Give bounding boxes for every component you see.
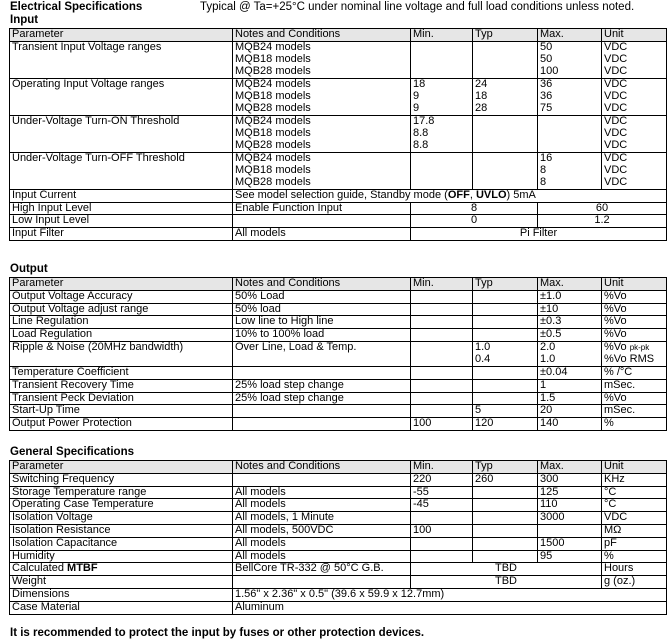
unit-cell: %Vo	[602, 290, 667, 303]
notes-cell-line: MQB28 models	[235, 101, 311, 114]
unit-cell-line: VDC	[604, 163, 628, 176]
min-cell-line	[413, 66, 472, 78]
notes-cell	[233, 41, 411, 78]
min-cell	[411, 379, 473, 392]
typ-cell	[473, 152, 538, 189]
max-cell: 140	[538, 418, 602, 431]
protection-note: It is recommended to protect the input by fuses or other protection devices.	[10, 627, 425, 639]
unit-cell-line: VDC	[604, 115, 628, 127]
min-cell-line: 9	[413, 89, 420, 102]
unit-cell-line: VDC	[604, 138, 628, 151]
max-cell-line: 36	[540, 89, 553, 102]
parameter-cell: Start-Up Time	[10, 405, 233, 418]
case-value: Aluminum	[233, 601, 667, 614]
min-cell: 100	[411, 524, 473, 537]
input-row	[10, 152, 667, 189]
max-cell: 300	[538, 473, 602, 486]
output-row	[10, 290, 667, 303]
min-cell-line: 8.8	[413, 126, 429, 139]
unit-cell-line: VDC	[604, 175, 628, 188]
typ-cell-line	[475, 153, 537, 165]
input-current-row	[10, 189, 667, 202]
unit-cell: mSec.	[602, 405, 667, 418]
col-header: Min.	[411, 461, 473, 474]
parameter-cell	[10, 563, 233, 576]
max-cell: 1500	[538, 537, 602, 550]
typ-cell-line	[475, 128, 537, 140]
typ-cell	[473, 550, 538, 563]
typ-cell-line	[475, 66, 537, 78]
typ-cell	[473, 290, 538, 303]
low-input-row	[10, 215, 667, 228]
notes-cell: All models, 500VDC	[233, 524, 411, 537]
input-header-row	[10, 29, 667, 42]
notes-cell	[233, 152, 411, 189]
max-cell: 3000	[538, 512, 602, 525]
general-row	[10, 550, 667, 563]
min-cell	[411, 512, 473, 525]
general-row	[10, 524, 667, 537]
ripple-noise-row	[10, 341, 667, 366]
typ-cell	[473, 379, 538, 392]
notes-cell	[233, 366, 411, 379]
max-cell-line	[540, 140, 601, 152]
output-row	[10, 405, 667, 418]
input-filter-row	[10, 228, 667, 241]
min-cell	[411, 316, 473, 329]
unit-cell: °C	[602, 486, 667, 499]
unit-cell: %Vo	[602, 303, 667, 316]
unit-cell: pF	[602, 537, 667, 550]
min-cell: 8	[411, 202, 538, 215]
output-row	[10, 329, 667, 342]
input-current-text: See model selection guide, Standby mode (	[235, 189, 448, 201]
unit-cell: %Vo	[602, 329, 667, 342]
notes-cell	[233, 473, 411, 486]
unit-cell-line: VDC	[604, 126, 628, 139]
notes-cell: All models	[233, 499, 411, 512]
parameter-cell: High Input Level	[10, 202, 233, 215]
max-cell: 1	[538, 379, 602, 392]
parameter-cell: Output Power Protection	[10, 418, 233, 431]
typ-cell	[473, 316, 538, 329]
max-cell-line: 75	[540, 101, 553, 114]
col-header: Typ	[473, 461, 538, 474]
input-current-text: UVLO	[475, 189, 507, 201]
notes-cell: 10% to 100% load	[233, 329, 411, 342]
min-cell	[411, 152, 473, 189]
unit-cell: g (oz.)	[602, 576, 667, 589]
col-header: Typ	[473, 278, 538, 291]
typ-cell-line: 28	[475, 101, 488, 114]
unit-cell: %Vo	[602, 316, 667, 329]
unit-text: %Vo	[604, 341, 630, 353]
col-header: Unit	[602, 29, 667, 42]
col-header: Min.	[411, 278, 473, 291]
input-current-text: ,	[469, 189, 476, 201]
typ-cell	[473, 41, 538, 78]
general-table	[9, 460, 667, 615]
typ-cell	[473, 341, 538, 366]
min-cell-line: 17.8	[413, 115, 435, 127]
parameter-cell: Temperature Coefficient	[10, 366, 233, 379]
min-cell	[411, 303, 473, 316]
parameter-cell: Under-Voltage Turn-ON Threshold	[10, 115, 233, 152]
max-cell	[538, 152, 602, 189]
general-row	[10, 499, 667, 512]
notes-cell-line: MQB24 models	[235, 152, 311, 164]
min-cell	[411, 41, 473, 78]
typ-cell-line	[475, 116, 537, 128]
unit-cell	[602, 341, 667, 366]
min-cell: -55	[411, 486, 473, 499]
output-table	[9, 277, 667, 431]
notes-cell: Enable Function Input	[233, 202, 411, 215]
unit-cell: %Vo	[602, 392, 667, 405]
parameter-cell: Low Input Level	[10, 215, 233, 228]
unit-cell: °C	[602, 499, 667, 512]
notes-cell: All models	[233, 550, 411, 563]
max-cell-line: 8	[540, 163, 547, 176]
min-cell: 0	[411, 215, 538, 228]
parameter-cell: Input Filter	[10, 228, 233, 241]
typ-cell	[473, 303, 538, 316]
max-cell: ±1.0	[538, 290, 602, 303]
general-row	[10, 473, 667, 486]
min-cell: 220	[411, 473, 473, 486]
typ-cell: 260	[473, 473, 538, 486]
parameter-cell: Line Regulation	[10, 316, 233, 329]
parameter-cell: Transient Input Voltage ranges	[10, 41, 233, 78]
min-cell	[411, 115, 473, 152]
typ-cell: 5	[473, 405, 538, 418]
parameter-cell: Humidity	[10, 550, 233, 563]
typ-cell-line: 18	[475, 89, 488, 102]
parameter-cell: Operating Input Voltage ranges	[10, 78, 233, 115]
min-cell	[411, 290, 473, 303]
col-header: Notes and Conditions	[233, 278, 411, 291]
min-cell	[411, 537, 473, 550]
notes-cell	[233, 576, 411, 589]
unit-cell-line: VDC	[604, 52, 628, 65]
col-header: Unit	[602, 278, 667, 291]
typ-cell: 120	[473, 418, 538, 431]
input-filter-value: Pi Filter	[411, 228, 667, 241]
unit-cell: %	[602, 550, 667, 563]
typ-cell-line: 24	[475, 78, 488, 90]
col-header: Max.	[538, 278, 602, 291]
unit-cell: %	[602, 418, 667, 431]
min-cell-line: 18	[413, 78, 426, 90]
input-current-text: OFF	[447, 189, 470, 201]
general-row	[10, 486, 667, 499]
input-row	[10, 41, 667, 78]
notes-cell-line: MQB28 models	[235, 175, 311, 188]
notes-cell-line: MQB28 models	[235, 64, 311, 77]
min-cell-line: 8.8	[413, 138, 429, 151]
max-cell: 95	[538, 550, 602, 563]
max-cell-line: 1.0	[540, 352, 556, 365]
typ-cell-line: 1.0	[475, 341, 491, 353]
parameter-cell: Isolation Capacitance	[10, 537, 233, 550]
typ-cell	[473, 366, 538, 379]
max-cell: ±0.3	[538, 316, 602, 329]
weight-row	[10, 576, 667, 589]
parameter-cell: Operating Case Temperature	[10, 499, 233, 512]
max-cell: ±10	[538, 303, 602, 316]
output-header-row	[10, 278, 667, 291]
typ-cell	[473, 537, 538, 550]
output-body	[10, 278, 667, 431]
typ-cell-line	[475, 140, 537, 152]
mtbf-label-bold: MTBF	[67, 562, 98, 575]
input-current-notes	[233, 189, 667, 202]
max-cell	[538, 41, 602, 78]
output-row	[10, 366, 667, 379]
max-cell: 110	[538, 499, 602, 512]
spec-title: Electrical Specifications	[10, 1, 143, 13]
section-output-title: Output	[10, 263, 48, 275]
high-input-row	[10, 202, 667, 215]
min-cell	[411, 392, 473, 405]
min-cell	[411, 78, 473, 115]
notes-cell: All models	[233, 228, 411, 241]
notes-cell: Low line to High line	[233, 316, 411, 329]
typ-cell-line: 0.4	[475, 352, 491, 365]
notes-cell	[233, 115, 411, 152]
max-cell: 125	[538, 486, 602, 499]
output-row	[10, 379, 667, 392]
max-cell-line	[540, 128, 601, 140]
unit-cell	[602, 115, 667, 152]
parameter-cell: Load Regulation	[10, 329, 233, 342]
col-header: Parameter	[10, 278, 233, 291]
parameter-cell: Switching Frequency	[10, 473, 233, 486]
unit-cell: Hours	[602, 563, 667, 576]
unit-cell	[602, 152, 667, 189]
max-cell-line: 8	[540, 175, 547, 188]
notes-cell-line: MQB24 models	[235, 78, 311, 90]
notes-cell: All models	[233, 486, 411, 499]
section-input-title: Input	[10, 14, 39, 26]
general-row	[10, 537, 667, 550]
notes-cell	[233, 405, 411, 418]
typ-cell-line	[475, 165, 537, 177]
output-row	[10, 303, 667, 316]
min-cell-line	[413, 153, 472, 165]
max-cell-line: 100	[540, 64, 559, 77]
general-body	[10, 461, 667, 615]
max-cell	[538, 78, 602, 115]
typ-cell	[473, 392, 538, 405]
parameter-cell: Weight	[10, 576, 233, 589]
min-cell-line	[413, 54, 472, 66]
unit-cell-line: VDC	[604, 41, 628, 53]
unit-cell-line: VDC	[604, 101, 628, 114]
typ-cell	[473, 524, 538, 537]
input-body	[10, 29, 667, 241]
notes-cell: 50% Load	[233, 290, 411, 303]
notes-cell-line: MQB18 models	[235, 89, 311, 102]
unit-subscript: pk-pk	[629, 342, 650, 352]
min-cell	[411, 329, 473, 342]
max-cell-line: 16	[540, 152, 553, 164]
max-cell: 1.2	[538, 215, 667, 228]
parameter-cell: Transient Peck Deviation	[10, 392, 233, 405]
typ-cell	[473, 115, 538, 152]
notes-cell-line: MQB28 models	[235, 138, 311, 151]
notes-cell	[233, 215, 411, 228]
max-cell: 20	[538, 405, 602, 418]
notes-cell: 25% load step change	[233, 379, 411, 392]
min-cell-line	[413, 165, 472, 177]
output-row	[10, 316, 667, 329]
max-cell: 1.5	[538, 392, 602, 405]
max-cell: ±0.5	[538, 329, 602, 342]
typ-cell-line	[475, 54, 537, 66]
notes-cell-line: MQB24 models	[235, 115, 311, 127]
general-header-row	[10, 461, 667, 474]
notes-cell-line: MQB24 models	[235, 41, 311, 53]
notes-cell: BellCore TR-332 @ 50°C G.B.	[233, 563, 411, 576]
max-cell-line: 50	[540, 41, 553, 53]
notes-cell-line: MQB18 models	[235, 52, 311, 65]
max-cell	[538, 115, 602, 152]
col-header: Typ	[473, 29, 538, 42]
max-cell-line: 36	[540, 78, 553, 90]
col-header: Notes and Conditions	[233, 461, 411, 474]
min-cell-line: 9	[413, 101, 420, 114]
col-header: Parameter	[10, 461, 233, 474]
col-header: Parameter	[10, 29, 233, 42]
unit-cell	[602, 78, 667, 115]
dimensions-value: 1.56" x 2.36" x 0.5" (39.6 x 59.9 x 12.7mm)	[233, 588, 667, 601]
notes-cell	[233, 418, 411, 431]
case-row	[10, 601, 667, 614]
col-header: Min.	[411, 29, 473, 42]
col-header: Max.	[538, 29, 602, 42]
unit-cell: KHz	[602, 473, 667, 486]
min-cell: 100	[411, 418, 473, 431]
notes-cell: All models, 1 Minute	[233, 512, 411, 525]
output-row	[10, 418, 667, 431]
parameter-cell: Input Current	[10, 189, 233, 202]
max-cell	[538, 524, 602, 537]
spec-subtitle: Typical @ Ta=+25°C under nominal line voltage and full load conditions unless noted.	[200, 1, 635, 13]
parameter-cell: Dimensions	[10, 588, 233, 601]
unit-cell-line: VDC	[604, 152, 628, 164]
notes-cell: 50% load	[233, 303, 411, 316]
weight-value: TBD	[411, 576, 602, 589]
parameter-cell: Transient Recovery Time	[10, 379, 233, 392]
input-table	[9, 28, 667, 241]
section-general-title: General Specifications	[10, 446, 134, 458]
notes-cell-line: MQB18 models	[235, 163, 311, 176]
max-cell-line	[540, 116, 601, 128]
notes-cell: 25% load step change	[233, 392, 411, 405]
parameter-cell: Under-Voltage Turn-OFF Threshold	[10, 152, 233, 189]
typ-cell	[473, 78, 538, 115]
unit-cell-line: %Vo RMS	[604, 352, 655, 365]
typ-cell	[473, 486, 538, 499]
unit-cell-line: VDC	[604, 89, 628, 102]
input-row	[10, 115, 667, 152]
max-cell	[538, 341, 602, 366]
min-cell-line	[413, 177, 472, 189]
notes-cell	[233, 78, 411, 115]
min-cell	[411, 366, 473, 379]
typ-cell-line	[475, 177, 537, 189]
max-cell: ±0.04	[538, 366, 602, 379]
min-cell: -45	[411, 499, 473, 512]
unit-cell	[602, 41, 667, 78]
col-header: Notes and Conditions	[233, 29, 411, 42]
parameter-cell: Output Voltage Accuracy	[10, 290, 233, 303]
input-row	[10, 78, 667, 115]
input-current-text: ) 5mA	[506, 189, 536, 201]
mtbf-row	[10, 563, 667, 576]
max-cell-line: 50	[540, 52, 553, 65]
mtbf-value: TBD	[411, 563, 602, 576]
dimensions-row	[10, 588, 667, 601]
parameter-cell: Storage Temperature range	[10, 486, 233, 499]
unit-cell-line: VDC	[604, 78, 628, 90]
notes-cell: All models	[233, 537, 411, 550]
unit-cell: VDC	[602, 512, 667, 525]
parameter-cell: Output Voltage adjust range	[10, 303, 233, 316]
unit-cell: % /°C	[602, 366, 667, 379]
col-header: Unit	[602, 461, 667, 474]
output-row	[10, 392, 667, 405]
col-header: Max.	[538, 461, 602, 474]
typ-cell-line	[475, 42, 537, 54]
unit-cell: mSec.	[602, 379, 667, 392]
general-row	[10, 512, 667, 525]
spec-header	[10, 1, 670, 14]
min-cell-line	[413, 42, 472, 54]
min-cell	[411, 550, 473, 563]
parameter-cell: Isolation Voltage	[10, 512, 233, 525]
parameter-cell: Isolation Resistance	[10, 524, 233, 537]
parameter-cell: Case Material	[10, 601, 233, 614]
typ-cell	[473, 512, 538, 525]
typ-cell	[473, 499, 538, 512]
typ-cell	[473, 329, 538, 342]
min-cell	[411, 341, 473, 366]
max-cell: 60	[538, 202, 667, 215]
notes-cell-line: MQB18 models	[235, 126, 311, 139]
max-cell-line: 2.0	[540, 341, 556, 353]
unit-cell-line: VDC	[604, 64, 628, 77]
min-cell	[411, 405, 473, 418]
notes-cell: Over Line, Load & Temp.	[233, 341, 411, 366]
parameter-cell: Ripple & Noise (20MHz bandwidth)	[10, 341, 233, 366]
mtbf-label: Calculated	[12, 562, 68, 575]
unit-cell: MΩ	[602, 524, 667, 537]
